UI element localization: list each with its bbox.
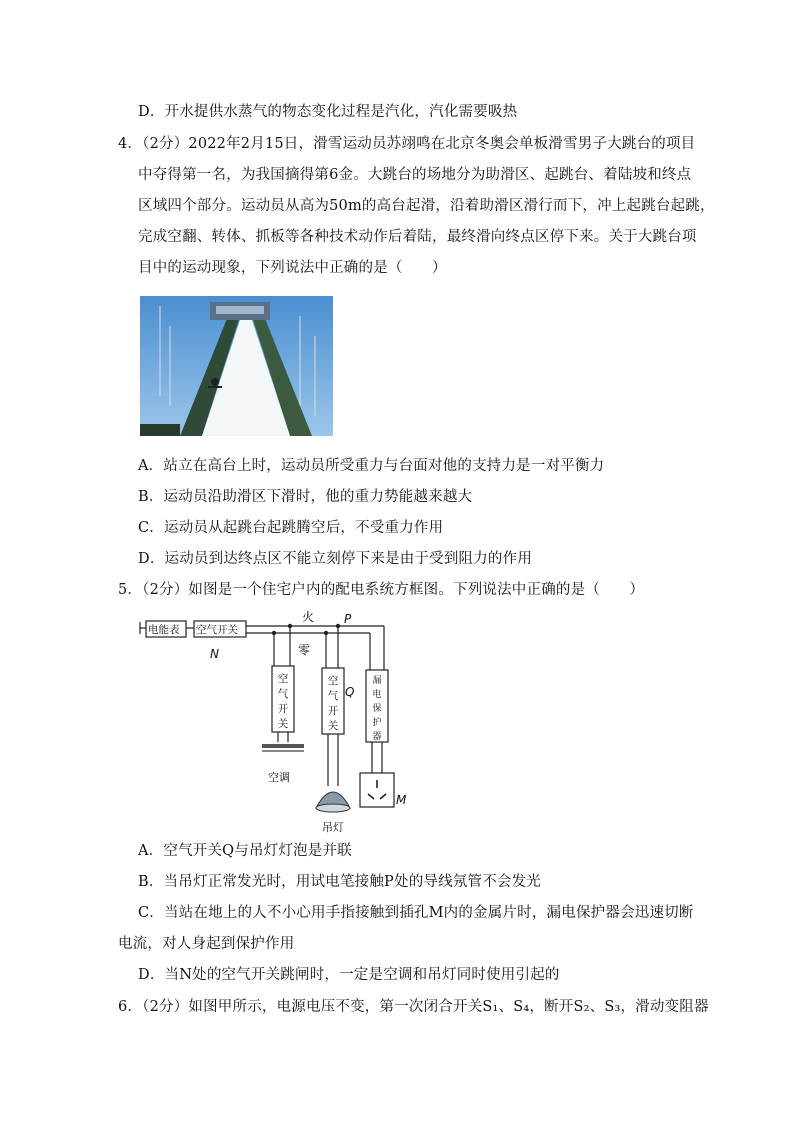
- q4-option-a: A．站立在高台上时，运动员所受重力与台面对他的支持力是一对平衡力: [138, 458, 605, 474]
- q4-stem-line-2: 中夺得第一名，为我国摘得第6金。大跳台的场地分为助滑区、起跳台、着陆坡和终点: [138, 167, 692, 183]
- main-switch-label: 空气开关: [196, 624, 238, 636]
- protector-char-5: 器: [372, 732, 382, 742]
- switch2-char-3: 开: [327, 705, 339, 717]
- zero-line-label: 零: [298, 643, 311, 657]
- q6-stem: 6．（2分）如图甲所示，电源电压不变，第一次闭合开关S₁、S₄，断开S₂、S₃，滑动变阻器: [118, 999, 709, 1015]
- point-n-label: N: [210, 647, 219, 661]
- switch1-char-1: 空: [277, 673, 289, 685]
- meter-label: 电能表: [148, 624, 180, 636]
- protector-char-3: 保: [372, 704, 382, 714]
- pendant-lamp-icon: [316, 792, 350, 812]
- q4-option-c: C．运动员从起跳台起跳腾空后，不受重力作用: [138, 520, 444, 536]
- protector-char-1: 漏: [372, 676, 382, 686]
- distribution-circuit-diagram: [138, 608, 428, 838]
- q3-option-d: D．开水提供水蒸气的物态变化过程是汽化，汽化需要吸热: [138, 104, 518, 120]
- ski-jump-illustration: [140, 296, 333, 436]
- point-p-label: P: [344, 612, 352, 626]
- q5-option-a: A．空气开关Q与吊灯灯泡是并联: [138, 843, 352, 859]
- switch1-char-4: 关: [277, 718, 289, 730]
- q5-option-c-line-1: C．当站在地上的人不小心用手指接触到插孔M内的金属片时，漏电保护器会迅速切断: [138, 905, 694, 921]
- q5-stem: 5．（2分）如图是一个住宅户内的配电系统方框图。下列说法中正确的是（ ）: [118, 582, 645, 598]
- switch1-char-2: 气: [277, 688, 289, 700]
- q5-option-c-line-2: 电流，对人身起到保护作用: [118, 936, 295, 952]
- protector-char-2: 电: [372, 690, 382, 700]
- point-q-label: Q: [345, 685, 355, 699]
- q4-stem-line-1: 4．（2分）2022年2月15日，滑雪运动员苏翊鸣在北京冬奥会单板滑雪男子大跳台的项目: [118, 136, 696, 152]
- q5-option-d: D．当N处的空气开关跳闸时，一定是空调和吊灯同时使用引起的: [138, 967, 560, 983]
- q4-stem-line-5: 目中的运动现象，下列说法中正确的是（ ）: [138, 260, 447, 276]
- switch2-char-4: 关: [327, 720, 339, 732]
- switch2-char-2: 气: [327, 690, 339, 702]
- air-conditioner-icon: [262, 744, 304, 752]
- socket-icon: [368, 780, 386, 799]
- q4-stem-line-4: 完成空翻、转体、抓板等各种技术动作后着陆，最终滑向终点区停下来。关于大跳台项: [138, 229, 697, 245]
- ski-jump-photo: [140, 296, 333, 436]
- protector-char-4: 护: [372, 718, 382, 728]
- q4-stem-line-3: 区域四个部分。运动员从高为50m的高台起滑，沿着助滑区滑行而下，冲上起跳台起跳，: [138, 198, 715, 214]
- switch2-char-1: 空: [327, 675, 339, 687]
- q4-option-d: D．运动员到达终点区不能立刻停下来是由于受到阻力的作用: [138, 551, 533, 567]
- q5-option-b: B．当吊灯正常发光时，用试电笔接触P处的导线氖管不会发光: [138, 874, 542, 890]
- switch1-char-3: 开: [277, 703, 289, 715]
- fire-line-label: 火: [302, 610, 315, 624]
- lamp-label: 吊灯: [322, 821, 344, 834]
- ac-label: 空调: [268, 771, 290, 784]
- q4-option-b: B．运动员沿助滑区下滑时，他的重力势能越来越大: [138, 489, 473, 505]
- point-m-label: M: [396, 793, 407, 807]
